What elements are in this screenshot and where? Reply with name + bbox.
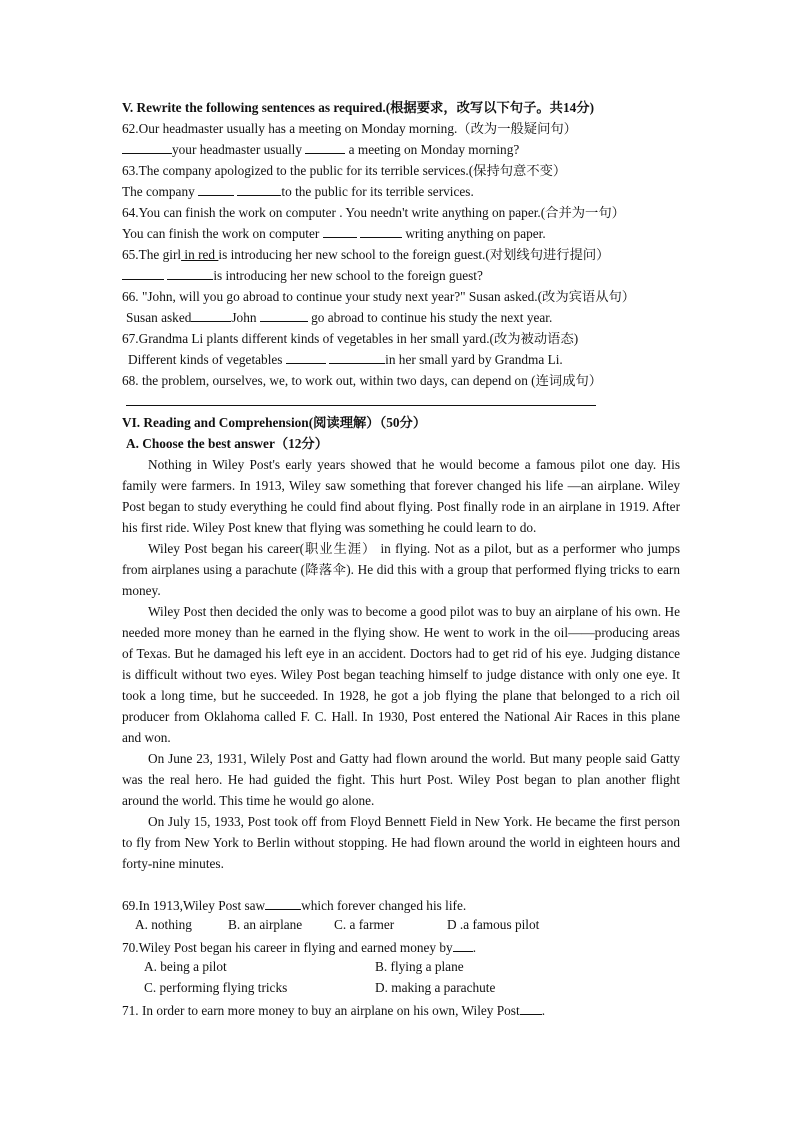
question-67: 67.Grandma Li plants different kinds of vegetables in her small yard.(改为被动语态) xyxy=(122,331,579,346)
passage-paragraph: Wiley Post then decided the only was to become a good pilot was to buy an airplane of his own. He needed more money than he earned in the flying show. He went to work in the oil——producing areas of Texas. But he damaged his left eye in an accident. Doctors had to get rid of his eye. Judging distance is difficult without two eyes. Wiley Post began teaching himself to judge distance with only one eye. It took a long time, but he succeeded. In 1928, he got a job flying the plane that belonged to a rich oil producer from Oklahoma called F. C. Hall. In 1930, Post entered the National Air Races in this plane and won. xyxy=(122,604,680,745)
passage-paragraph: On July 15, 1933, Post took off from Floyd Bennett Field in New York. He became the first person to fly from New York to Berlin without stopping. He had flown around the world in eighteen hours and forty-nine minutes. xyxy=(122,814,680,871)
blank[interactable] xyxy=(305,141,345,154)
underlined-phrase: in red xyxy=(181,247,219,262)
answer-65: is introducing her new school to the foreign guest? xyxy=(122,265,682,286)
blank[interactable] xyxy=(265,897,301,910)
question-65: 65.The girl in red is introducing her new school to the foreign guest.(对划线句进行提问） xyxy=(122,247,610,262)
q70-option-c[interactable]: C. performing flying tricks xyxy=(144,980,288,995)
q70-option-a[interactable]: A. being a pilot xyxy=(144,959,227,974)
blank[interactable] xyxy=(122,267,164,280)
blank[interactable] xyxy=(329,351,385,364)
question-63: 63.The company apologized to the public for its terrible services.(保持句意不变） xyxy=(122,163,567,178)
answer-line-68[interactable] xyxy=(126,405,596,406)
q69-option-a[interactable]: A. nothing xyxy=(135,917,192,932)
blank[interactable] xyxy=(286,351,326,364)
answer-67: Different kinds of vegetables in her small yard by Grandma Li. xyxy=(128,352,563,367)
passage-paragraph: On June 23, 1931, Wilely Post and Gatty had flown around the world. But many people said Gatty was the real hero. He had guided the fight. This hurt Post. Wiley Post began to plan another flight around the world. This time he would go alone. xyxy=(122,751,680,808)
answer-64: You can finish the work on computer writing anything on paper. xyxy=(122,226,546,241)
question-64: 64.You can finish the work on computer . You needn't write anything on paper.(合并为一句） xyxy=(122,205,625,220)
blank[interactable] xyxy=(520,1002,542,1015)
section-vi-title: VI. Reading and Comprehension(阅读理解）（50分） xyxy=(122,415,427,430)
q70-option-b[interactable]: B. flying a plane xyxy=(375,959,464,974)
blank[interactable] xyxy=(260,309,308,322)
q69-option-c[interactable]: C. a farmer xyxy=(334,917,395,932)
q69-option-d[interactable]: D .a famous pilot xyxy=(447,917,540,932)
part-a-title: A. Choose the best answer（12分） xyxy=(126,436,329,451)
blank[interactable] xyxy=(453,939,473,952)
section-v-title: V. Rewrite the following sentences as required.(根据要求，改写以下句子。共14分) xyxy=(122,100,595,115)
reading-passage xyxy=(122,454,680,874)
answer-62: your headmaster usually a meeting on Monday morning? xyxy=(122,139,682,160)
question-62: 62.Our headmaster usually has a meeting on Monday morning.（改为一般疑问句） xyxy=(122,121,577,136)
question-69: 69.In 1913,Wiley Post saw which forever changed his life. xyxy=(122,898,467,913)
blank[interactable] xyxy=(198,183,234,196)
q69-option-b[interactable]: B. an airplane xyxy=(228,917,303,932)
passage-paragraph: Nothing in Wiley Post's early years showed that he would become a famous pilot one day. His family were farmers. In 1913, Wiley saw something that forever changed his life —an airplane. Wiley Post began to study everything he could find about flying. Post finally rode in an airplane in 1919. After his first ride. Wiley Post knew that flying was something he could learn to do. xyxy=(122,457,680,535)
blank[interactable] xyxy=(191,309,231,322)
question-70: 70.Wiley Post began his career in flying and earned money by . xyxy=(122,940,477,955)
blank[interactable] xyxy=(323,225,357,238)
blank[interactable] xyxy=(122,141,172,154)
blank[interactable] xyxy=(237,183,281,196)
q70-option-d[interactable]: D. making a parachute xyxy=(375,980,496,995)
blank[interactable] xyxy=(167,267,213,280)
blank[interactable] xyxy=(360,225,402,238)
answer-66: Susan asked John go abroad to continue his study the next year. xyxy=(126,310,553,325)
question-71: 71. In order to earn more money to buy an airplane on his own, Wiley Post . xyxy=(122,1003,546,1018)
question-66: 66. "John, will you go abroad to continue your study next year?" Susan asked.(改为宾语从句） xyxy=(122,289,636,304)
passage-paragraph: Wiley Post began his career(职业生涯） in flying. Not as a pilot, but as a performer who jumps from airplanes using a parachute (降落伞). He did this with a group that performed flying tricks to earn money. xyxy=(122,541,680,598)
question-68: 68. the problem, ourselves, we, to work out, within two days, can depend on (连词成句） xyxy=(122,373,603,388)
answer-63: The company to the public for its terrible services. xyxy=(122,184,474,199)
